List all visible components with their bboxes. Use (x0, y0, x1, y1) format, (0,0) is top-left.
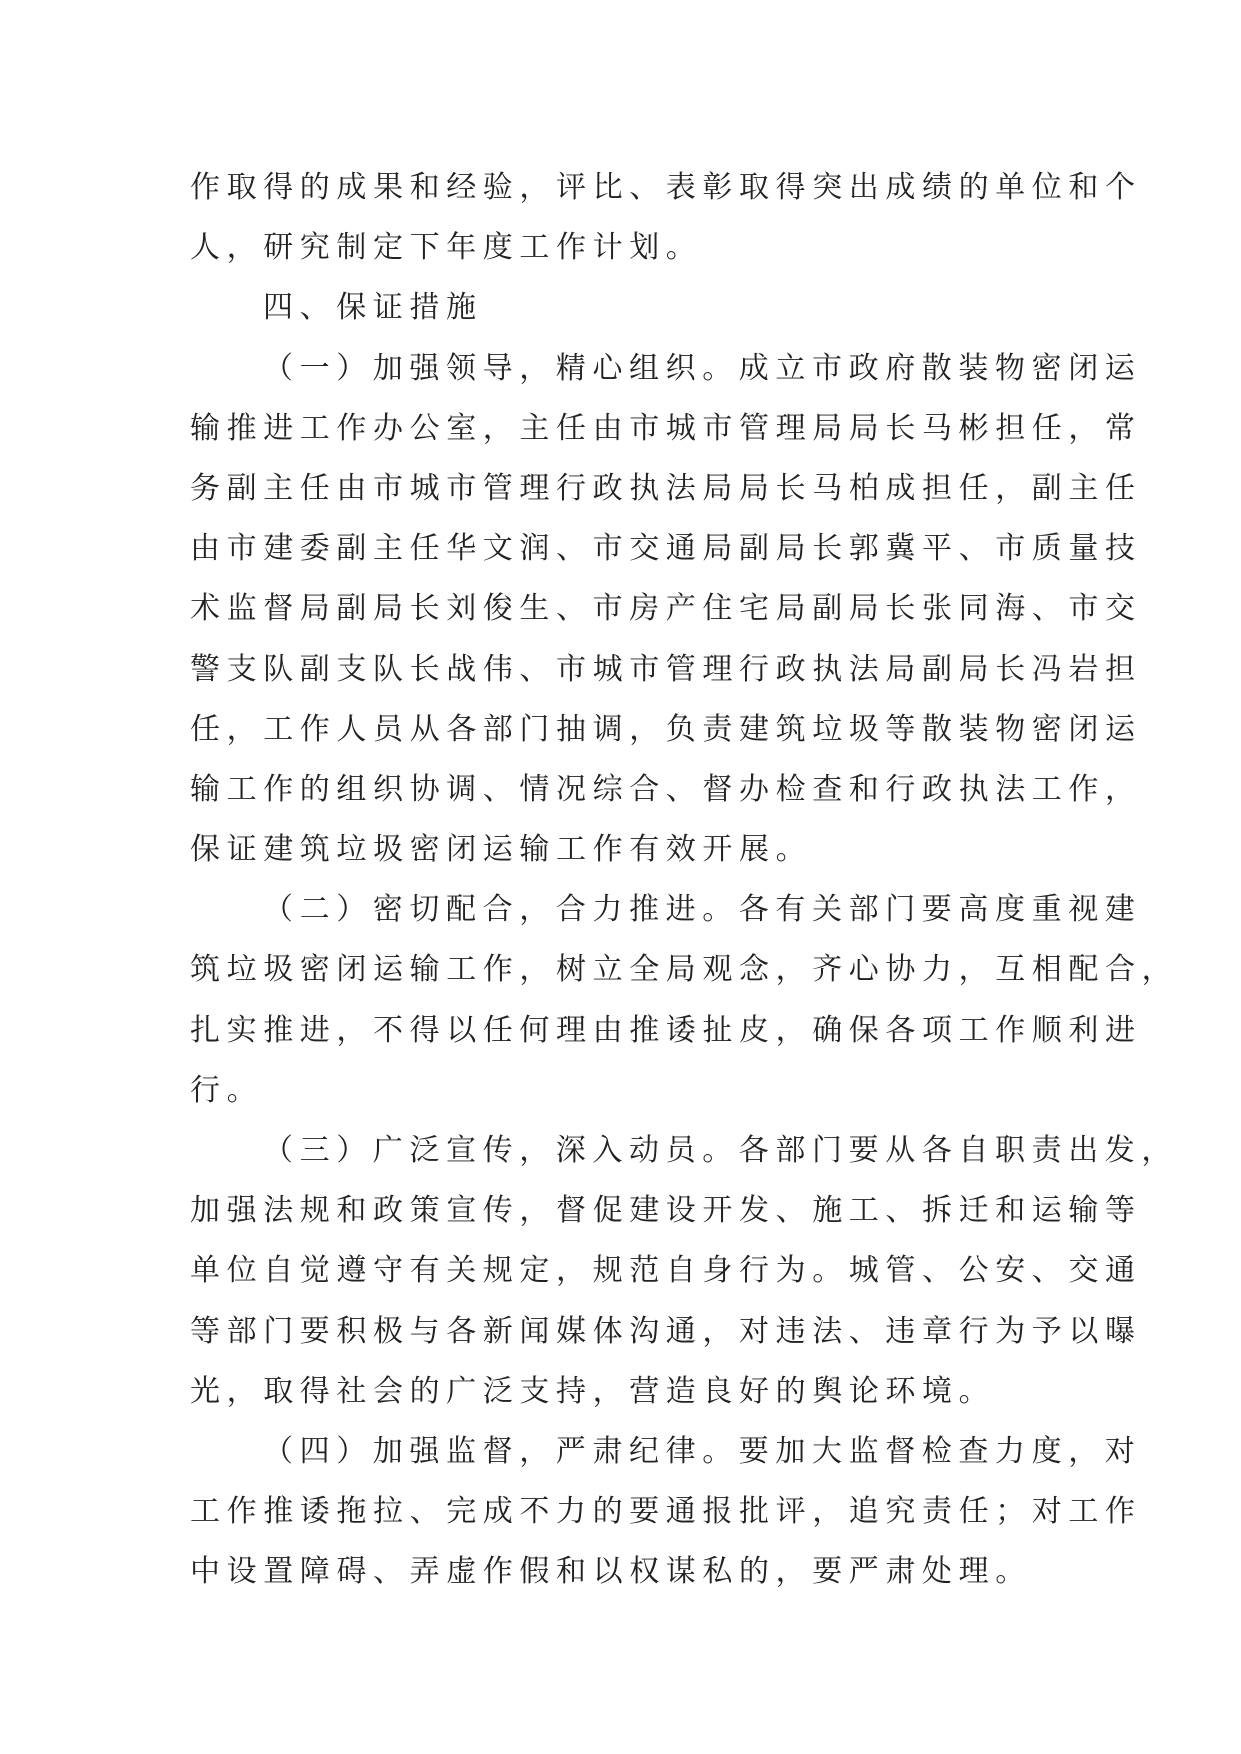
text-line: 四、保证措施 (263, 290, 483, 326)
text-line: （一）加强领导，精心组织。成立市政府散装物密闭运 (263, 350, 1142, 386)
text-line: 术监督局副局长刘俊生、市房产住宅局副局长张同海、市交 (190, 591, 1142, 627)
text-line: 工作推诿拖拉、完成不力的要通报批评，追究责任；对工作 (190, 1494, 1142, 1530)
text-line: 筑垃圾密闭运输工作，树立全局观念，齐心协力，互相配合， (190, 952, 1179, 988)
text-line: 单位自觉遵守有关规定，规范自身行为。城管、公安、交通 (190, 1253, 1142, 1289)
text-line: 作取得的成果和经验，评比、表彰取得突出成绩的单位和个 (190, 170, 1142, 205)
text-line: 保证建筑垃圾密闭运输工作有效开展。 (190, 832, 813, 868)
text-line: 任，工作人员从各部门抽调，负责建筑垃圾等散装物密闭运 (190, 711, 1142, 747)
text-line: 输推进工作办公室，主任由市城市管理局局长马彬担任，常 (190, 410, 1142, 446)
text-line: 人，研究制定下年度工作计划。 (190, 230, 703, 266)
text-line: 扎实推进，不得以任何理由推诿扯皮，确保各项工作顺利进 (190, 1012, 1142, 1048)
document-body (190, 158, 1179, 1603)
text-line: 输工作的组织协调、情况综合、督办检查和行政执法工作， (190, 771, 1142, 807)
text-line: 行。 (190, 1072, 264, 1108)
text-line: 光，取得社会的广泛支持，营造良好的舆论环境。 (190, 1373, 996, 1409)
text-line: 加强法规和政策宣传，督促建设开发、施工、拆迁和运输等 (190, 1193, 1142, 1229)
text-line: （三）广泛宣传，深入动员。各部门要从各自职责出发， (263, 1133, 1178, 1168)
text-line: 中设置障碍、弄虚作假和以权谋私的，要严肃处理。 (190, 1554, 1032, 1590)
text-line: 由市建委副主任华文润、市交通局副局长郭冀平、市质量技 (190, 531, 1142, 567)
text-line: （四）加强监督，严肃纪律。要加大监督检查力度，对 (263, 1433, 1142, 1469)
text-line: 务副主任由市城市管理行政执法局局长马柏成担任，副主任 (190, 470, 1142, 506)
text-line: （二）密切配合，合力推进。各有关部门要高度重视建 (263, 892, 1142, 928)
text-line: 等部门要积极与各新闻媒体沟通，对违法、违章行为予以曝 (190, 1313, 1142, 1349)
text-line: 警支队副支队长战伟、市城市管理行政执法局副局长冯岩担 (190, 651, 1142, 687)
